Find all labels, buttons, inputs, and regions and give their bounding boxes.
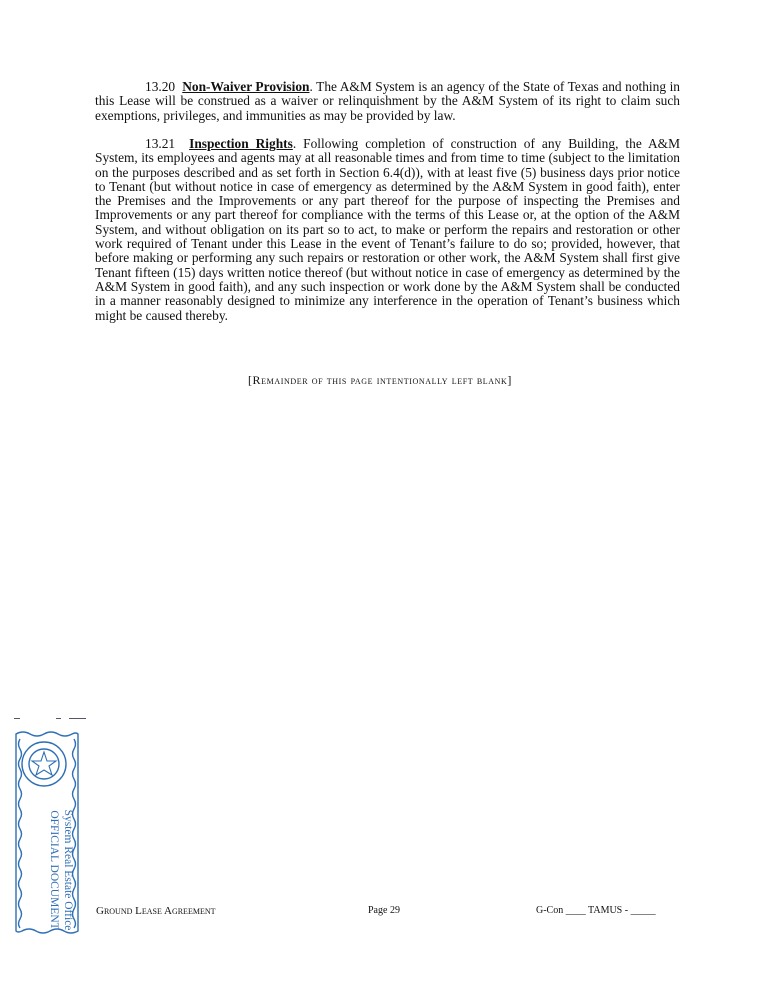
stamp-line-2: OFFICIAL DOCUMENT (48, 810, 60, 930)
section-body: . The A&M System is an agency of the State of Texas and nothing in this Lease will be construed as a waiver or relinquishment by the A&M System of its right to claim such exemptions, privileges, and immunities as may be provided by law. (95, 79, 680, 123)
stamp-line-1: System Real Estate Office (62, 809, 74, 931)
footer-document-title: Ground Lease Agreement (96, 905, 216, 917)
section-13-21 (95, 137, 680, 323)
scan-mark (56, 718, 61, 719)
footer-page-number: Page 29 (368, 905, 400, 916)
section-number: 13.20 (145, 79, 176, 94)
scan-mark (69, 718, 86, 719)
scan-mark (14, 718, 20, 719)
remainder-note: [Remainder of this page intentionally left blank] (247, 373, 513, 387)
section-13-20 (95, 80, 680, 123)
section-heading: Non-Waiver Provision (182, 79, 310, 94)
footer-initials: G-Con ____ TAMUS - _____ (536, 905, 656, 916)
stamp-text (47, 795, 75, 945)
section-number: 13.21 (145, 136, 176, 151)
section-heading: Inspection Rights (189, 136, 293, 151)
section-body: . Following completion of construction of any Building, the A&M System, its employees and agents may at all reasonable times and from time to time (subject to the limitation on the purposes described and as set forth in Section 6.4(d)), with at least five (5) business days prior notice to Tenant (but without notice in case of emergency as determined by the A&M System in good faith), enter the Premises and the Improvements or any part thereof for the purpose of inspecting the Premises and Improvements or any part thereof for compliance with the terms of this Lease or, at the option of the A&M System, and without obligation on its part so to act, to make or perform the repairs and restoration or other work required of Tenant under this Lease in the event of Tenant’s failure to do so; provided, however, that before making or performing any such repairs or restoration or other work, the A&M System shall first give Tenant fifteen (15) days written notice thereof (but without notice in case of emergency as determined by the A&M System in good faith), and any such inspection or work done by the A&M System shall be conducted in a manner reasonably designed to minimize any interference in the operation of Tenant’s business which might be caused thereby. (95, 136, 680, 323)
official-document-stamp (13, 730, 81, 935)
